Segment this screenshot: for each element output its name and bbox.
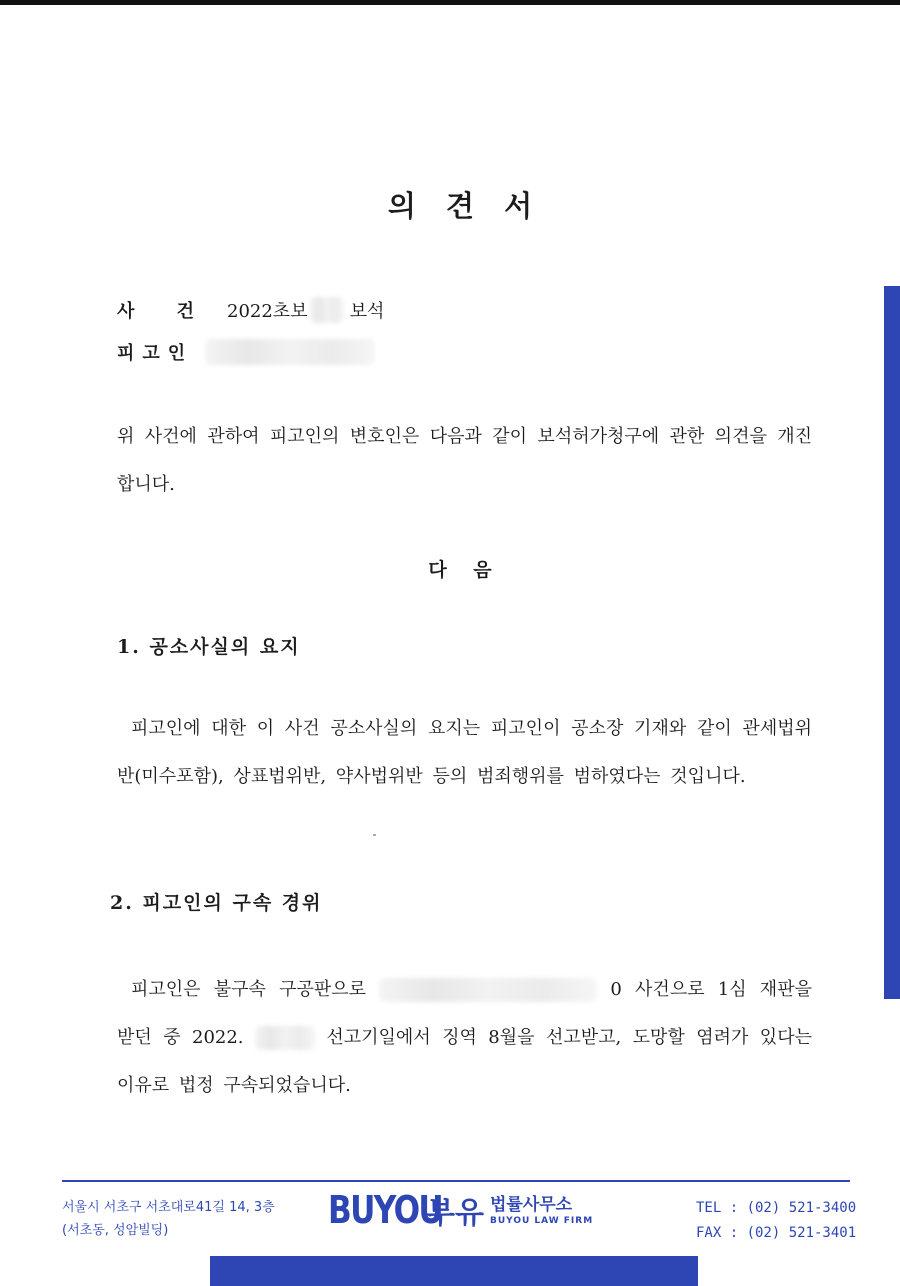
section-2-text-a: 피고인은 불구속 구공판으로 — [131, 979, 367, 1000]
section-1-body: 피고인에 대한 이 사건 공소사실의 요지는 피고인이 공소장 기재와 같이 관세법위반(미수포함), 상표법위반, 약사법위반 등의 범죄행위를 범하였다는 것입니다. — [117, 718, 812, 787]
address-line-1: 서울시 서초구 서초대로41길 14, 3층 — [62, 1200, 275, 1215]
section-2-body — [117, 966, 812, 1110]
address-line-2: (서초동, 성암빌딩) — [62, 1223, 169, 1238]
footer-contact — [696, 1196, 856, 1246]
case-number: 2022초보 — [227, 301, 308, 322]
logo-firm-name — [490, 1194, 593, 1226]
firm-logo — [328, 1186, 593, 1234]
section-2-text-c: 받던 중 2022. — [117, 1027, 244, 1048]
firm-name-en: BUYOU LAW FIRM — [489, 1216, 594, 1226]
case-row — [117, 295, 384, 325]
intro-paragraph: 위 사건에 관하여 피고인의 변호인은 다음과 같이 보석허가청구에 관한 의견을 개진합니다. — [117, 426, 812, 495]
section-2-title: 2. 피고인의 구속 경위 — [110, 892, 323, 914]
redacted-case-reference — [379, 978, 597, 1002]
phone-number: TEL : (02) 521-3400 — [696, 1200, 857, 1216]
section-1-title: 1. 공소사실의 요지 — [117, 636, 301, 658]
side-accent-bar — [884, 286, 900, 999]
scan-speck — [373, 834, 376, 836]
section-2-text-d: 선고기일에서 징역 8월을 선고받고, 도망할 염려가 있다는 이유로 법정 구속되었습니다. — [117, 1027, 812, 1096]
redacted-case-number — [310, 297, 344, 323]
logo-korean: 부유 — [426, 1196, 484, 1231]
top-edge — [0, 0, 900, 5]
logo-mark: BUYOU — [328, 1188, 443, 1232]
case-type: 보석 — [349, 301, 385, 322]
footer-divider — [62, 1180, 850, 1182]
redacted-defendant-name — [205, 339, 375, 365]
redacted-date — [255, 1026, 315, 1050]
fax-number: FAX : (02) 521-3401 — [696, 1225, 857, 1241]
bottom-band — [210, 1256, 698, 1286]
case-label: 사 건 — [117, 301, 213, 322]
defendant-label: 피고인 — [117, 343, 194, 364]
document-title: 의 견 서 — [387, 189, 543, 223]
firm-name: 법률사무소 — [489, 1195, 573, 1215]
section-2-text-b: 0 사건으로 1심 재판을 — [610, 979, 812, 1000]
footer-address — [62, 1196, 275, 1242]
heading-next: 다 음 — [428, 559, 502, 581]
defendant-row — [117, 337, 375, 367]
